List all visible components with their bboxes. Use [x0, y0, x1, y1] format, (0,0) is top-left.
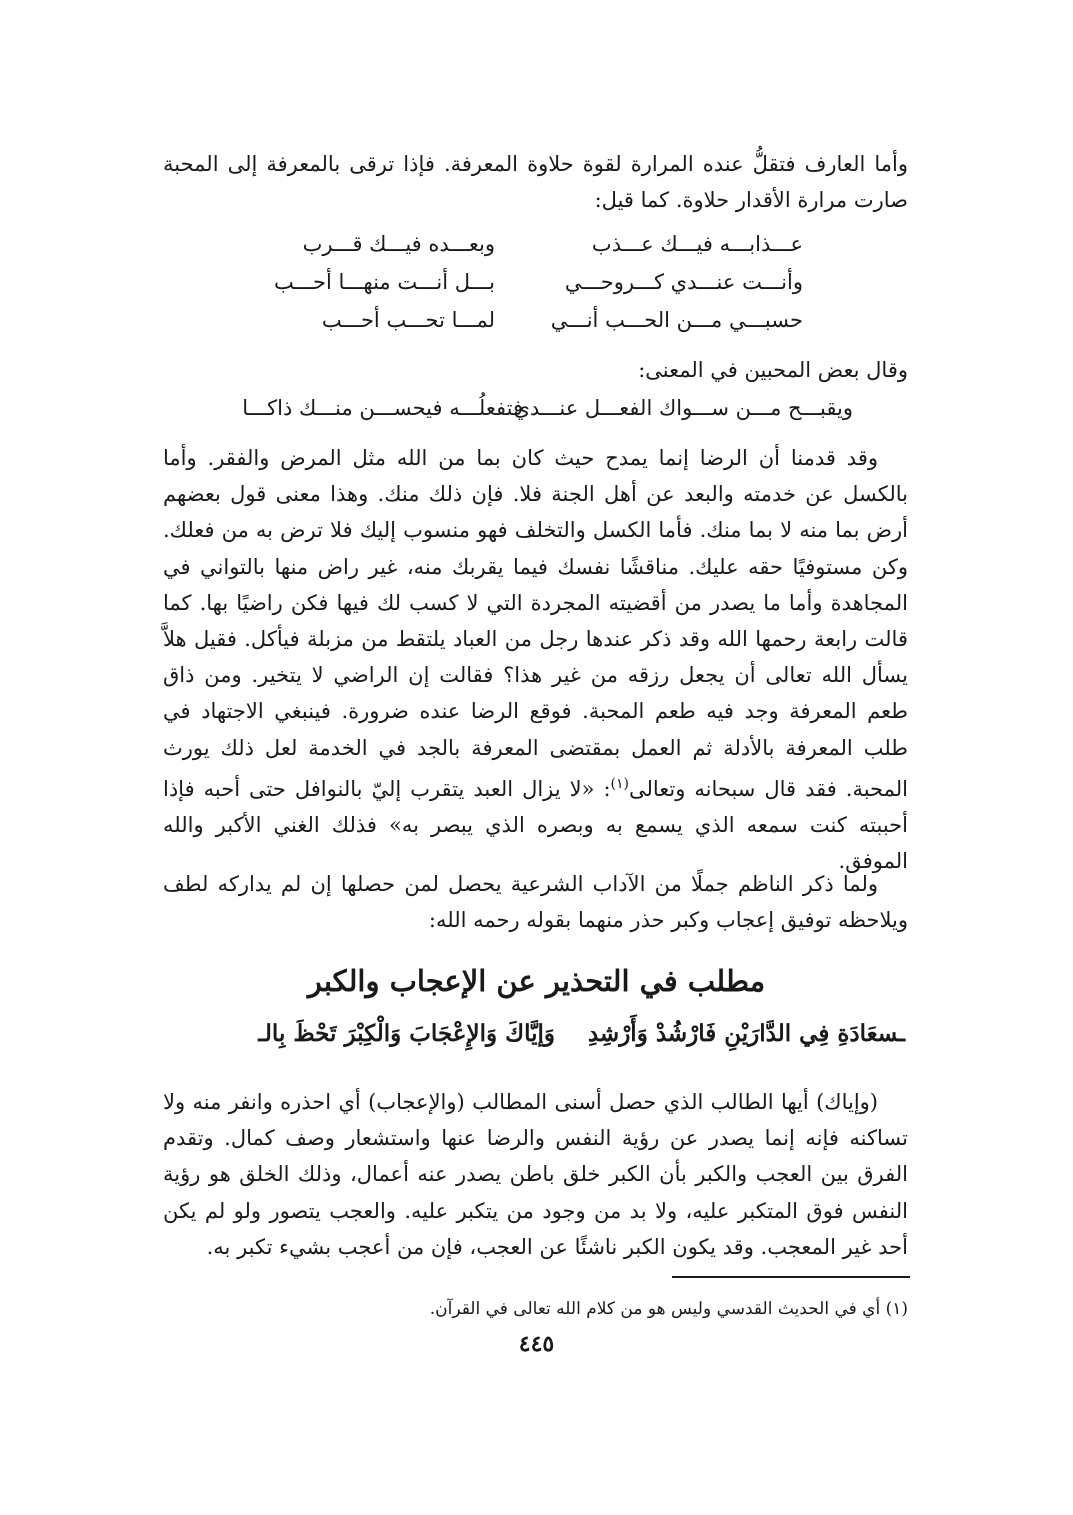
paragraph-poem2-intro: وقال بعض المحبين في المعنى: [638, 358, 908, 382]
main-verse-second-hemistich: ـسعَادَةِ فِي الدَّارَيْنِ فَارْشُدْ وَأَرْشِدِ [587, 1020, 905, 1047]
poem2-first-hemistich: ويقبـــح مـــن ســـواك الفعـــل عنـــدي [513, 396, 853, 420]
paragraph-main [163, 440, 908, 879]
poem1-line3-first-hemistich: حسبـــي مـــن الحـــب أنـــي [550, 308, 803, 332]
poem1-line3-second-hemistich: لمـــا تحـــب أحـــب [321, 308, 495, 332]
poem2-second-hemistich: فتفعلُـــه فيحســـن منـــك ذاكـــا [242, 396, 523, 420]
poem1-line2-first-hemistich: وأنـــت عنـــدي كـــروحـــي [564, 270, 803, 294]
paragraph-transition: ولما ذكر الناظم جملًا من الآداب الشرعية يحصل لمن حصلها إن لم يداركه لطف ويلاحظه توفيق إعجاب وكبر حذر منهما بقوله رحمه الله: [163, 872, 908, 933]
paragraph-commentary: (وإياك) أيها الطالب الذي حصل أسنى المطالب (والإعجاب) أي احذره وانفر منه ولا تساكنه فإنه إنما يصدر عن رؤية النفس والرضا عنها واستشعار وصف كمال. وتقدم الفرق بين العجب والكبر بأن الكبر خلق باطن يصدر عنه أعمال، وذلك الخلق هو رؤية النفس فوق المتكبر عليه، ولا بد من وجود من يتكبر عليه. والعجب يتصور ولو لم يكن أحد غير المعجب. وقد يكون الكبر ناشئًا عن العجب، فإن من أعجب بشيء تكبر به. [163, 1090, 908, 1259]
main-verse-first-hemistich: وَإيَّاكَ وَالإِعْجَابَ وَالْكِبْرَ تَحْظَ بِالـ [258, 1020, 555, 1047]
poem1-line1-second-hemistich: وبعـــده فيـــك قـــرب [302, 232, 495, 256]
page-number: ٤٤٥ [518, 1331, 555, 1357]
paragraph-main-ending: : «لا يزال العبد يتقرب إليّ بالنوافل حتى أحبه فإذا أحببته كنت سمعه الذي يسمع به وبصره الذي يبصر به» فذلك الغني الأكبر والله الموفق. [163, 776, 908, 874]
paragraph-main-text: وقد قدمنا أن الرضا إنما يمدح حيث كان بما من الله مثل المرض والفقر. وأما بالكسل عن خدمته والبعد عن أهل الجنة فلا. فإن ذلك منك. وهذا معنى قول بعضهم أرض بما منه لا بما منك. فأما الكسل والتخلف فهو منسوب إليك فلا ترض به من فعلك. وكن مستوفيًا حقه عليك. مناقشًا نفسك فيما يقربك منه، غير راض منها بالتواني في المجاهدة وأما ما يصدر من أقضيته المجردة التي لا كسب لك فيها فكن راضيًا بها. كما قالت رابعة رحمها الله وقد ذكر عندها رجل من العباد يلتقط من مزبلة فيأكل. فقيل هلاَّ يسأل الله تعالى أن يجعل رزقه من غير هذا؟ فقالت إن الراضي لا يتخير. ومن ذاق طعم المعرفة وجد فيه طعم المحبة. فوقع الرضا عنده ضرورة. فينبغي الاجتهاد في طلب المعرفة بالأدلة ثم العمل بمقتضى المعرفة بالجد في الخدمة لعل ذلك يورث المحبة. فقد قال سبحانه وتعالى [163, 446, 908, 801]
footnote: (١) أي في الحديث القدسي وليس هو من كلام الله تعالى في القرآن. [429, 1299, 908, 1319]
section-heading: مطلب في التحذير عن الإعجاب والكبر [307, 964, 766, 998]
footnote-divider [672, 1276, 910, 1278]
poem1-line2-second-hemistich: بـــل أنـــت منهـــا أحـــب [273, 270, 495, 294]
poem1-line1-first-hemistich: عـــذابـــه فيـــك عـــذب [591, 232, 803, 256]
paragraph-intro: وأما العارف فتقلُّ عنده المرارة لقوة حلاوة المعرفة. فإذا ترقى بالمعرفة إلى المحبة صارت مرارة الأقدار حلاوة. كما قيل: [163, 152, 908, 213]
footnote-marker: (١) [610, 775, 629, 792]
